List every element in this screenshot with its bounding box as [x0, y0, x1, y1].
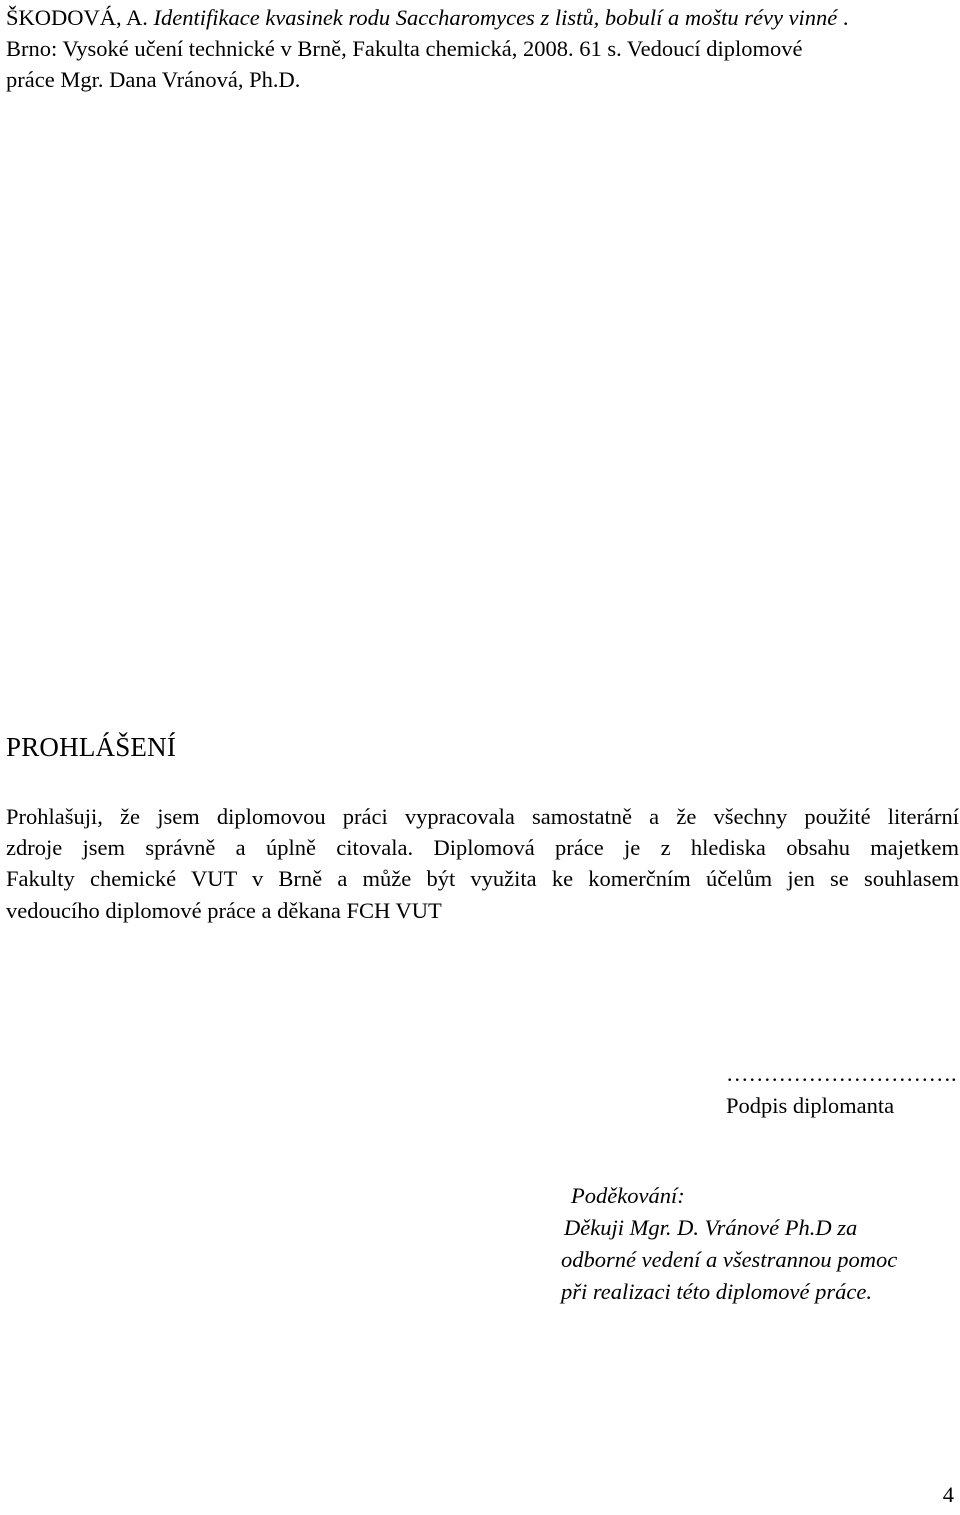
bibliographic-citation — [6, 2, 951, 95]
signature-block — [726, 1058, 957, 1121]
acknowledgement-line: odborné vedení a všestrannou pomoc — [561, 1247, 898, 1272]
citation-line-1 — [6, 2, 951, 33]
declaration-line: zdroje jsem správně a úplně citovala. Diplomová práce je z hlediska obsahu majetkem — [6, 835, 959, 861]
declaration-line: Prohlašuji, že jsem diplomovou práci vypracovala samostatně a že všechny použité literární — [6, 804, 959, 829]
citation-author: ŠKODOVÁ, A. — [6, 5, 154, 30]
page-number: 4 — [942, 1482, 954, 1507]
citation-title-end: . — [837, 5, 849, 30]
declaration-line: Fakulty chemické VUT v Brně a může být využita ke komerčním účelům jen se souhlasem — [6, 866, 959, 892]
acknowledgement-heading: Poděkování: — [571, 1183, 685, 1208]
citation-line-3: práce Mgr. Dana Vránová, Ph.D. — [6, 67, 301, 92]
acknowledgement-line: při realizaci této diplomové práce. — [561, 1279, 872, 1304]
declaration-heading: PROHLÁŠENÍ — [6, 732, 177, 762]
signature-label: Podpis diplomanta — [726, 1093, 895, 1118]
acknowledgement-line: Děkuji Mgr. D. Vránové Ph.D za — [564, 1215, 858, 1240]
declaration-line: vedoucího diplomové práce a děkana FCH VUT — [6, 897, 442, 923]
citation-title: Identifikace kvasinek rodu Saccharomyces z listů, bobulí a moštu révy vinné — [153, 5, 838, 30]
signature-line: …………………………. — [726, 1061, 957, 1086]
citation-line-2: Brno: Vysoké učení technické v Brně, Fakulta chemická, 2008. 61 s. Vedoucí diplomové — [6, 36, 803, 61]
declaration-text — [6, 801, 959, 926]
